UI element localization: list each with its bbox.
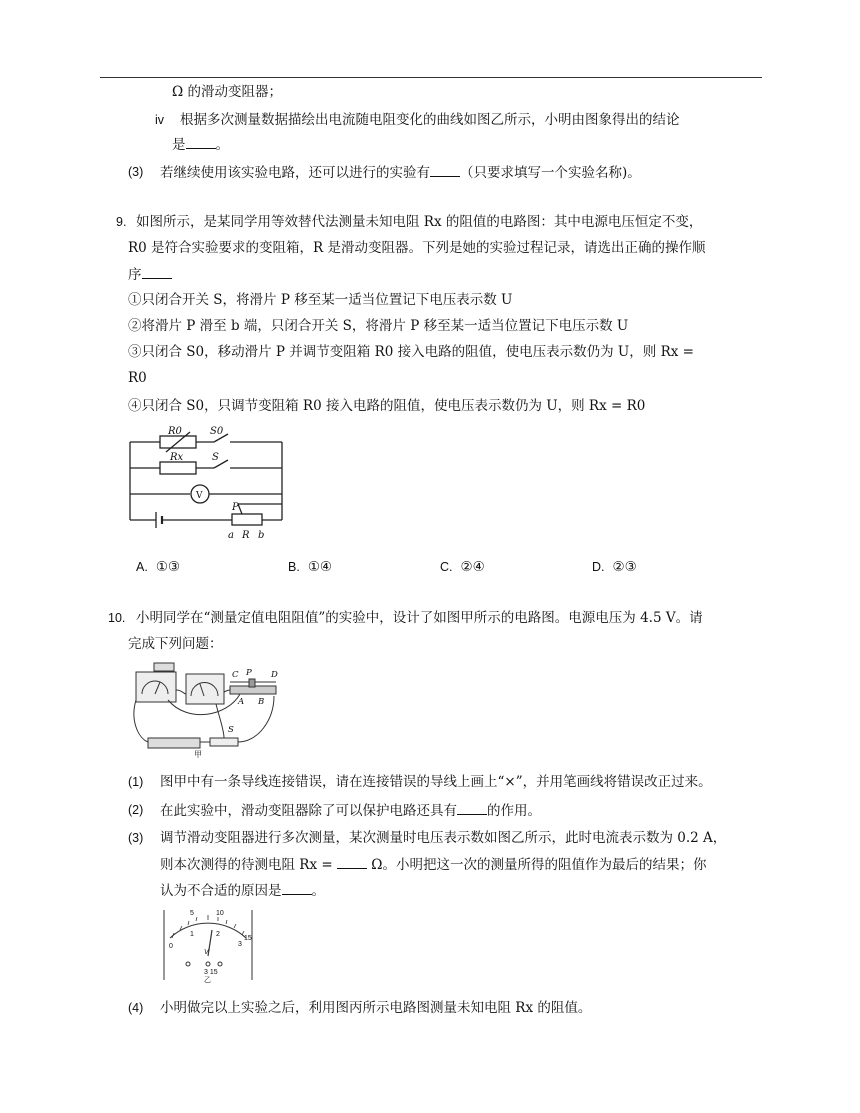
label-r: R [242,530,250,541]
q8-part3-text: 若继续使用该实验电路，还可以进行的实验有 （只要求填写一个实验名称)。 [160,162,641,183]
q10-part2-text: 在此实验中，滑动变阻器除了可以保护电路还具有 的作用。 [160,800,541,821]
q10-part2-number: (2) [128,803,144,817]
tick-1: 1 [190,931,194,938]
q10-figure-jia [128,660,278,758]
tick-2: 2 [216,931,220,938]
q8-iv-number: iv [155,113,165,127]
q10-part4-number: (4) [128,1001,144,1015]
q8-iv-cont: 是 。 [172,134,229,155]
q10-part3-line3: 认为不合适的原因是 。 [160,880,325,901]
q10-part3-number: (3) [128,831,144,845]
q9-step3-cont: R0 [128,370,147,386]
label-b: B [258,697,265,707]
q10-part1-text: 图甲中有一条导线连接错误，请在连接错误的导线上画上“×”，并用笔画线将错误改正过来。 [160,774,712,790]
q10-part1-number: (1) [128,775,144,789]
q10-line2: 完成下列问题： [128,636,223,652]
q10-part4-text: 小明做完以上实验之后，利用图丙所示电路图测量未知电阻 Rx 的阻值。 [160,1000,592,1016]
q9-step1: ①只闭合开关 S，将滑片 P 移至某一适当位置记下电压表示数 U [128,292,513,308]
tick-5: 5 [190,910,194,917]
q9-step3: ③只闭合 S0，移动滑片 P 并调节变阻箱 R0 接入电路的阻值，使电压表示数仍为 U，则 Rx = [128,344,694,360]
q9-step4: ④只闭合 S0，只调节变阻箱 R0 接入电路的阻值，使电压表示数仍为 U，则 Rx = R0 [128,398,646,414]
terminal-labels: 3 15 [204,969,218,976]
q9-step2: ②将滑片 P 滑至 b 端，只闭合开关 S，将滑片 P 移至某一适当位置记下电压示数 U [128,318,629,334]
q9-line3: 序 [128,264,172,285]
q8-part3-number: (3) [128,165,144,179]
q10-figure-yi-voltmeter [160,908,256,984]
label-d: D [271,670,278,680]
label-v: V [196,491,203,501]
q10-line1: 小明同学在“测量定值电阻阻值”的实验中，设计了如图甲所示的电路图。电源电压为 4.5 V。请 [136,610,703,626]
label-a: a [228,530,234,541]
q9-option-b[interactable]: B. ①④ [288,559,333,575]
label-v: V [204,949,209,956]
q8-iv-text: 根据多次测量数据描绘出电流随电阻变化的曲线如图乙所示，小明由图象得出的结论 [180,112,680,128]
label-s: S [228,725,234,735]
label-b: b [258,530,265,541]
label-c: C [232,670,239,680]
label-rx: Rx [170,452,184,463]
q10-number: 10. [108,611,126,625]
q9-option-c[interactable]: C. ②④ [440,559,485,575]
tick-0: 0 [169,943,173,950]
q8-line-top: Ω 的滑动变阻器； [172,84,282,100]
label-p: P [232,502,239,513]
tick-10: 10 [216,910,224,917]
label-s0: S0 [210,426,224,437]
label-s: S [212,452,219,463]
q9-option-a[interactable]: A. ①③ [136,559,181,575]
tick-15: 15 [244,935,252,942]
q9-line1: 如图所示，是某同学用等效替代法测量未知电阻 Rx 的阻值的电路图：其中电源电压恒定不变， [136,214,703,230]
q9-option-d[interactable]: D. ②③ [592,559,637,575]
q9-line2: R0 是符合实验要求的变阻箱，R 是滑动变阻器。下列是她的实验过程记录，请选出正确的操作顺 [128,240,706,256]
header-rule [100,77,762,78]
q10-part3-line1: 调节滑动变阻器进行多次测量，某次测量时电压表示数如图乙所示，此时电流表示数为 0.2 A， [160,830,727,846]
label-a: A [238,697,245,707]
label-r0: R0 [168,426,182,437]
label-p: P [246,668,252,678]
q9-circuit-diagram [126,424,290,546]
caption-jia: 甲 [194,750,202,758]
q10-part3-line2: 则本次测得的待测电阻 Rx = Ω。小明把这一次的测量所得的阻值作为最后的结果；你 [160,854,706,875]
q9-number: 9. [116,215,127,229]
tick-3: 3 [238,941,242,948]
caption-yi: 乙 [204,977,211,984]
